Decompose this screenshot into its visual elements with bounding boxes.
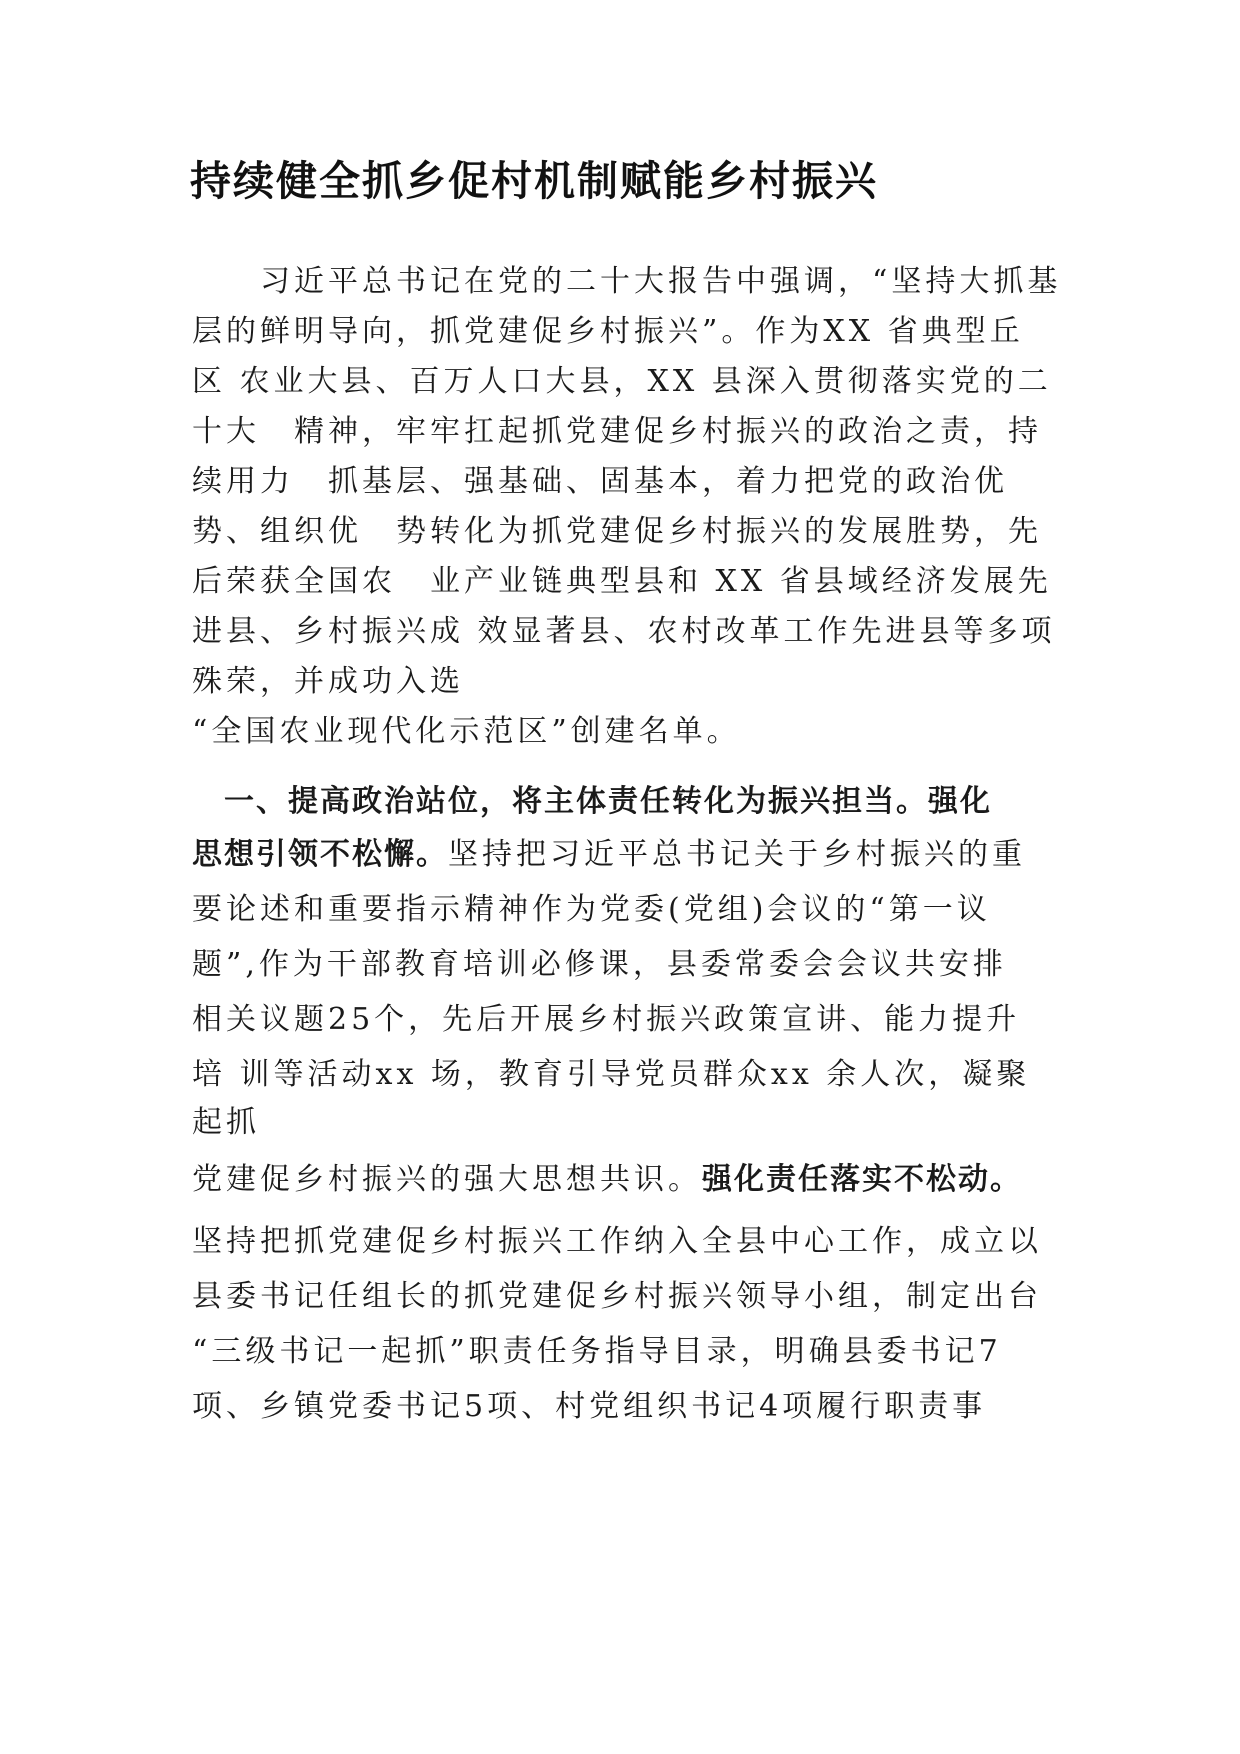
paragraph-line: 殊荣，并成功入选 <box>192 664 464 699</box>
section-text: 党建促乡村振兴的强大思想共识。 <box>192 1162 702 1197</box>
section-line: 要论述和重要指示精神作为党委(党组)会议的“第一议 <box>192 892 991 927</box>
section-line: 起抓 <box>192 1105 260 1140</box>
subheading-bold: 思想引领不松懈。 <box>192 837 448 872</box>
section-line: 坚持把抓党建促乡村振兴工作纳入全县中心工作，成立以 <box>192 1224 1042 1259</box>
paragraph-line: 十大 精神，牢牢扛起抓党建促乡村振兴的政治之责，持 <box>192 414 1042 449</box>
paragraph-line: 续用力 抓基层、强基础、固基本，着力把党的政治优 <box>192 464 1008 499</box>
paragraph-line: 习近平总书记在党的二十大报告中强调，“坚持大抓基 <box>192 264 1062 299</box>
section-heading: 一、提高政治站位，将主体责任转化为振兴担当。强化 <box>192 784 992 819</box>
section-line <box>192 835 1026 875</box>
section-line: 相关议题25个，先后开展乡村振兴政策宣讲、能力提升 <box>192 1002 1021 1037</box>
section-line: 县委书记任组长的抓党建促乡村振兴领导小组，制定出台 <box>192 1279 1042 1314</box>
paragraph-line: 势、组织优 势转化为抓党建促乡村振兴的发展胜势，先 <box>192 514 1042 549</box>
paragraph-line: “全国农业现代化示范区”创建名单。 <box>192 714 741 749</box>
section-line: 项、乡镇党委书记5项、村党组织书记4项履行职责事 <box>192 1389 987 1424</box>
paragraph-line: 后荣获全国农 业产业链典型县和 XX 省县域经济发展先 <box>192 564 1052 599</box>
section-text: 坚持把习近平总书记关于乡村振兴的重 <box>448 837 1026 872</box>
section-line <box>192 1160 1022 1200</box>
paragraph-line: 进县、乡村振兴成 效显著县、农村改革工作先进县等多项 <box>192 614 1056 649</box>
section-line: “三级书记一起抓”职责任务指导目录，明确县委书记7 <box>192 1334 1002 1369</box>
section-line: 题”,作为干部教育培训必修课，县委常委会会议共安排 <box>192 947 1007 982</box>
document-title: 持续健全抓乡促村机制赋能乡村振兴 <box>190 157 878 205</box>
paragraph-line: 层的鲜明导向，抓党建促乡村振兴”。作为XX 省典型丘 <box>192 314 1024 349</box>
paragraph-line: 区 农业大县、百万人口大县，XX 县深入贯彻落实党的二 <box>192 364 1052 399</box>
section-line: 培 训等活动xx 场，教育引导党员群众xx 余人次，凝聚 <box>192 1057 1031 1092</box>
subheading-bold: 强化责任落实不松动。 <box>702 1162 1022 1197</box>
